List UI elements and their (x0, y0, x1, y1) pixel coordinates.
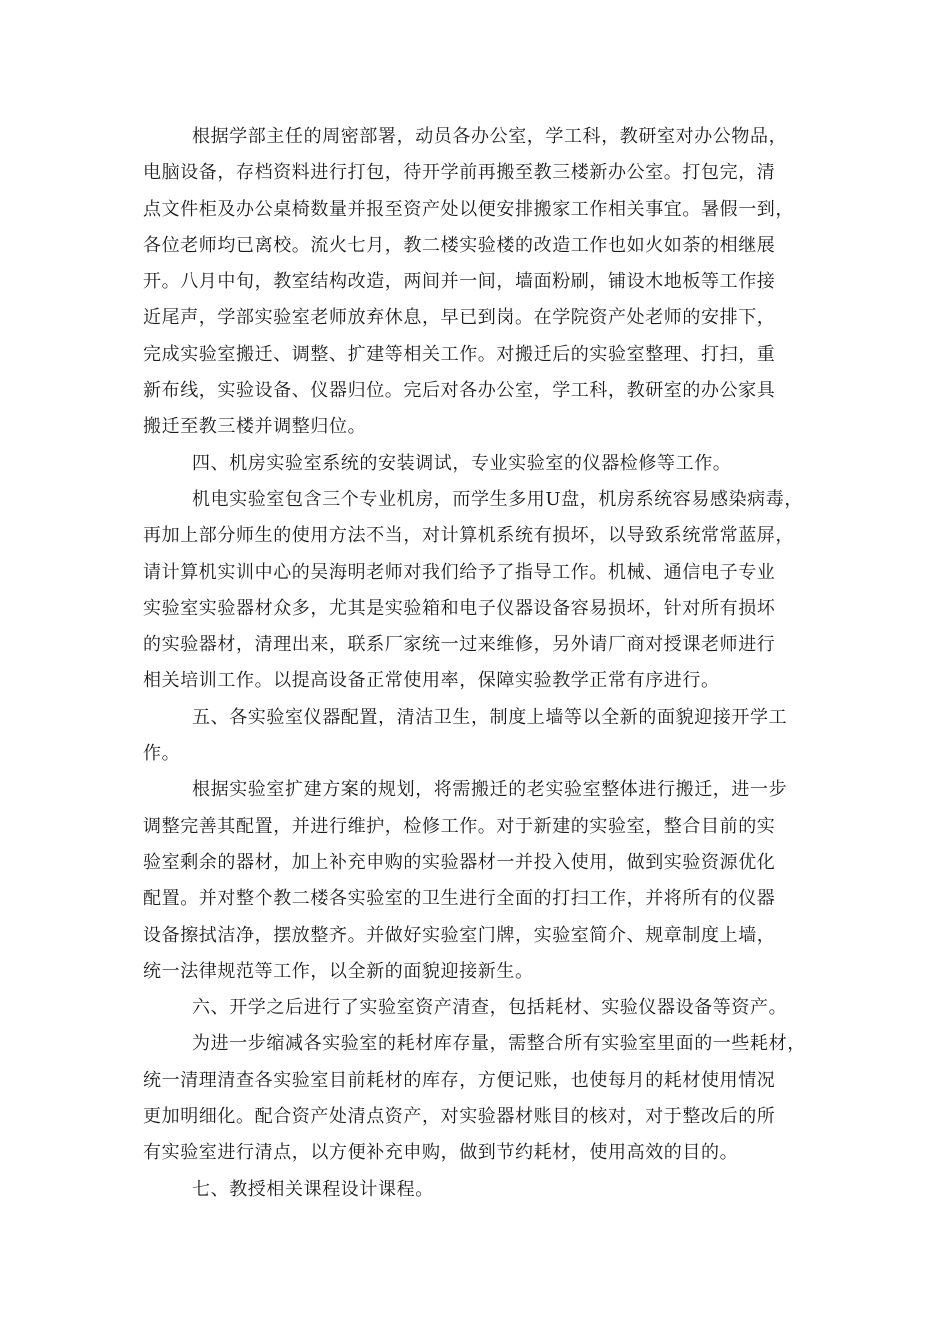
text-line: 根据实验室扩建方案的规划，将需搬迁的老实验室整体进行搬迁，进一步 (192, 779, 788, 801)
text-line: 开。八月中旬，教室结构改造，两间并一间，墙面粉刷，铺设木地板等工作接 (143, 271, 776, 293)
text-line: 验室剩余的器材，加上补充申购的实验器材一并投入使用，做到实验资源优化 (143, 851, 776, 873)
text-line: 请计算机实训中心的吴海明老师对我们给予了指导工作。机械、通信电子专业 (143, 561, 776, 583)
text-line: 实验室实验器材众多，尤其是实验箱和电子仪器设备容易损坏，针对所有损坏 (143, 597, 776, 619)
text-line: 点文件柜及办公桌椅数量并报至资产处以便安排搬家工作相关事宜。暑假一到， (143, 198, 794, 220)
text-line: 电脑设备，存档资料进行打包，待开学前再搬至教三楼新办公室。打包完，清 (143, 162, 776, 184)
document-body (143, 119, 823, 1208)
text-line: 新布线，实验设备、仪器归位。完后对各办公室，学工科，教研室的办公家具 (143, 380, 776, 402)
text-line: 近尾声，学部实验室老师放弃休息，早已到岗。在学院资产处老师的安排下， (143, 307, 776, 329)
text-line: 的实验器材，清理出来，联系厂家统一过来维修，另外请厂商对授课老师进行 (143, 634, 776, 656)
text-line: 机电实验室包含三个专业机房，而学生多用U盘，机房系统容易感染病毒， (192, 488, 803, 510)
text-line: 四、机房实验室系统的安装调试，专业实验室的仪器检修等工作。 (192, 452, 732, 474)
text-line: 统一法律规范等工作，以全新的面貌迎接新生。 (143, 960, 534, 982)
text-line: 更加明细化。配合资产处清点资产，对实验器材账目的核对，对于整改后的所 (143, 1106, 776, 1128)
text-line: 五、各实验室仪器配置，清洁卫生，制度上墙等以全新的面貌迎接开学工 (192, 706, 788, 728)
text-line: 七、教授相关课程设计课程。 (192, 1178, 434, 1200)
text-line: 六、开学之后进行了实验室资产清查，包括耗材、实验仪器设备等资产。 (192, 997, 788, 1019)
text-line: 有实验室进行清点，以方便补充申购，做到节约耗材，使用高效的目的。 (143, 1142, 739, 1164)
text-line: 再加上部分师生的使用方法不当，对计算机系统有损坏，以导致系统常常蓝屏， (143, 525, 794, 547)
text-line: 相关培训工作。以提高设备正常使用率，保障实验教学正常有序进行。 (143, 670, 720, 692)
text-line: 作。 (143, 743, 181, 765)
text-line: 设备擦拭洁净，摆放整齐。并做好实验室门牌，实验室简介、规章制度上墙， (143, 924, 776, 946)
text-line: 各位老师均已离校。流火七月，教二楼实验楼的改造工作也如火如荼的相继展 (143, 234, 776, 256)
text-line: 根据学部主任的周密部署，动员各办公室，学工科，教研室对办公物品， (192, 126, 788, 147)
text-line: 搬迁至教三楼并调整归位。 (143, 416, 367, 438)
text-line: 调整完善其配置，并进行维护，检修工作。对于新建的实验室，整合目前的实 (143, 815, 776, 837)
text-line: 为进一步缩减各实验室的耗材库存量，需整合所有实验室里面的一些耗材， (192, 1033, 806, 1055)
text-line: 完成实验室搬迁、调整、扩建等相关工作。对搬迁后的实验室整理、打扫，重 (143, 343, 776, 365)
text-line: 统一清理清查各实验室目前耗材的库存，方便记账，也使每月的耗材使用情况 (143, 1069, 776, 1091)
text-line: 配置。并对整个教二楼各实验室的卫生进行全面的打扫工作，并将所有的仪器 (143, 888, 776, 910)
